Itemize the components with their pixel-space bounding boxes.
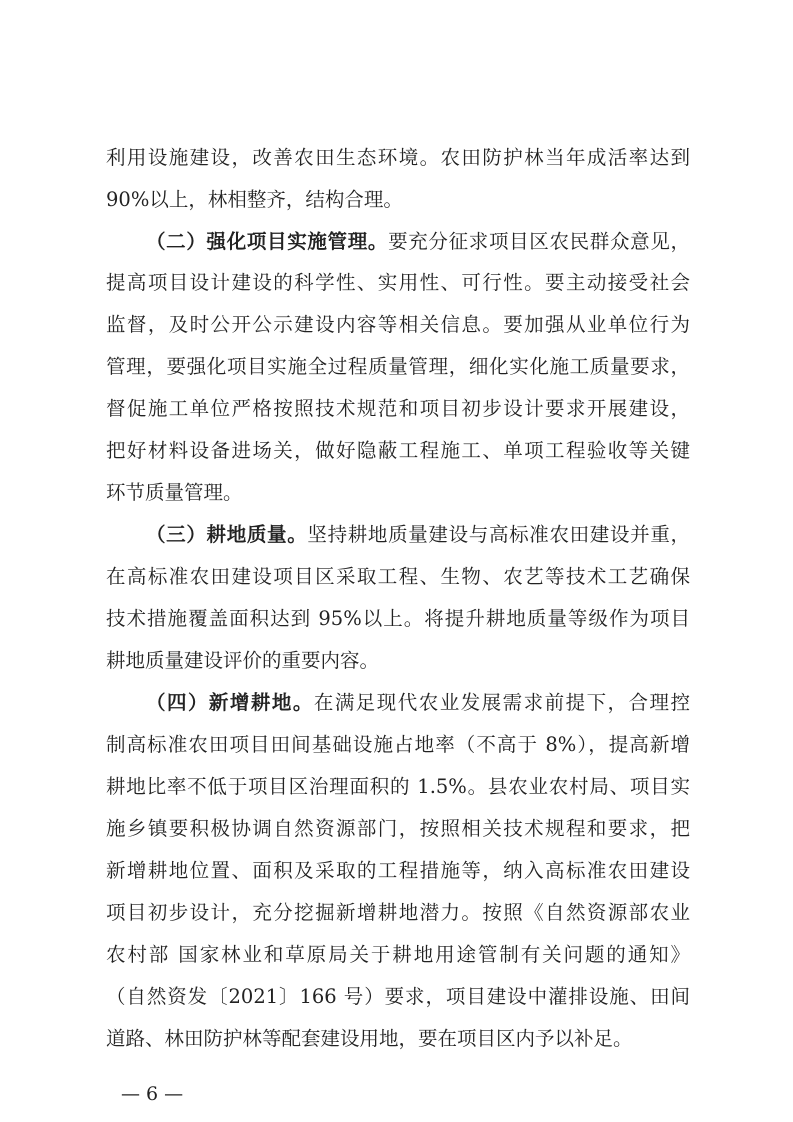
body-text-line: 制高标准农田项目田间基础设施占地率（不高于 8%），提高新增 — [106, 733, 690, 756]
section-lead-text: 要充分征求项目区农民群众意见， — [388, 230, 690, 253]
body-text-line: 90%以上，林相整齐，结构合理。 — [106, 188, 403, 211]
body-text-line: （自然资发〔2021〕166 号）要求，项目建设中灌排设施、田间 — [106, 985, 690, 1008]
section-heading-line — [146, 516, 690, 554]
body-text-line: 环节质量管理。 — [106, 481, 243, 504]
body-text-line: 在高标准农田建设项目区采取工程、生物、农艺等技术工艺确保 — [106, 565, 690, 588]
body-text-line: 管理，要强化项目实施全过程质量管理，细化实化施工质量要求， — [106, 355, 690, 378]
body-text-line: 提高项目设计建设的科学性、实用性、可行性。要主动接受社会 — [106, 271, 690, 294]
section-lead-text: 坚持耕地质量建设与高标准农田建设并重， — [307, 523, 690, 546]
section-heading-line — [146, 223, 690, 261]
body-text-line: 督促施工单位严格按照技术规范和项目初步设计要求开展建设， — [106, 397, 690, 420]
section-lead-text: 在满足现代农业发展需求前提下，合理控 — [313, 691, 690, 714]
section-heading: （二）强化项目实施管理。 — [146, 230, 389, 253]
body-text-line: 耕地质量建设评价的重要内容。 — [106, 649, 380, 672]
body-text-line: 监督，及时公开公示建设内容等相关信息。要加强从业单位行为 — [106, 313, 690, 336]
body-text-line: 农村部 国家林业和草原局关于耕地用途管制有关问题的通知》 — [106, 943, 690, 966]
page-number: — 6 — — [121, 1083, 184, 1105]
body-text-line: 把好材料设备进场关，做好隐蔽工程施工、单项工程验收等关键 — [106, 439, 690, 462]
section-heading: （四）新增耕地。 — [146, 691, 314, 714]
body-text-line: 新增耕地位置、面积及采取的工程措施等，纳入高标准农田建设 — [106, 859, 690, 882]
body-text-line: 施乡镇要积极协调自然资源部门，按照相关技术规程和要求，把 — [106, 817, 690, 840]
body-text-line: 技术措施覆盖面积达到 95%以上。将提升耕地质量等级作为项目 — [106, 607, 690, 630]
body-text-line: 道路、林田防护林等配套建设用地，要在项目区内予以补足。 — [106, 1027, 633, 1050]
section-heading-line — [146, 684, 690, 722]
body-text-line: 利用设施建设，改善农田生态环境。农田防护林当年成活率达到 — [106, 146, 690, 169]
body-text-line: 耕地比率不低于项目区治理面积的 1.5%。县农业农村局、项目实 — [106, 775, 690, 798]
section-heading: （三）耕地质量。 — [146, 523, 308, 546]
body-text-line: 项目初步设计，充分挖掘新增耕地潜力。按照《自然资源部农业 — [106, 901, 690, 924]
